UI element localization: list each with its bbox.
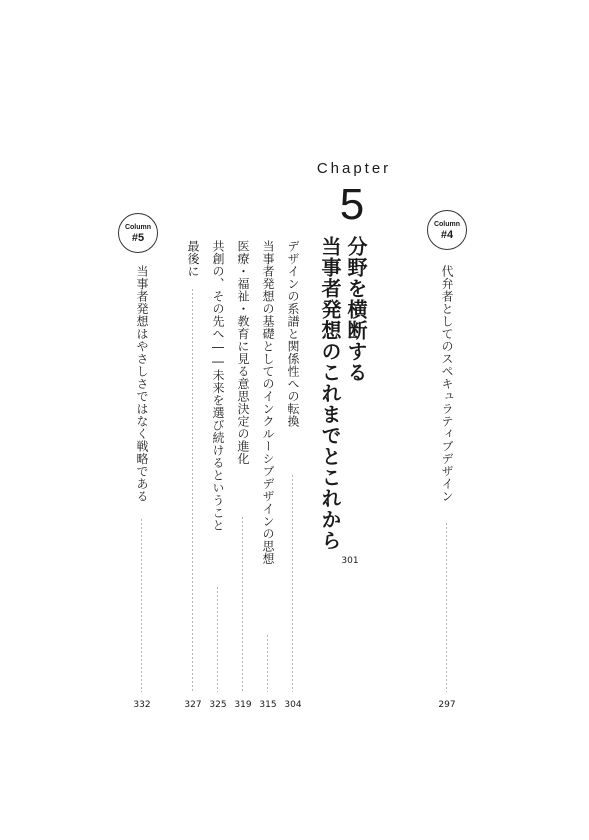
column-4-badge bbox=[427, 210, 467, 250]
column-badge-number: #4 bbox=[440, 229, 454, 241]
toc-entry-3[interactable]: 医療・福祉・教育に見る意思決定の進化 bbox=[236, 240, 250, 465]
column-5-badge bbox=[118, 213, 158, 253]
column-4-title[interactable]: 代弁者としてのスペキュラティブデザイン bbox=[440, 265, 454, 503]
column-badge-label: Column bbox=[433, 221, 461, 228]
toc-entry-5-leader-dots bbox=[192, 288, 193, 692]
toc-entry-5[interactable]: 最後に bbox=[186, 240, 200, 278]
toc-entry-4-page: 325 bbox=[209, 700, 227, 710]
column-5-leader-dots bbox=[141, 518, 142, 692]
column-5-page-number: 332 bbox=[133, 700, 151, 710]
toc-entry-1[interactable]: デザインの系譜と関係性への転換 bbox=[286, 240, 300, 428]
column-4-leader-dots bbox=[446, 522, 447, 692]
toc-entry-4[interactable]: 共創の、その先へ――未来を選び続けるということ bbox=[211, 240, 225, 532]
toc-entry-5-page: 327 bbox=[184, 700, 202, 710]
chapter-label: Chapter bbox=[316, 160, 392, 177]
toc-entry-3-leader-dots bbox=[242, 516, 243, 692]
toc-entry-1-page: 304 bbox=[284, 700, 302, 710]
column-badge-label: Column bbox=[124, 224, 152, 231]
column-badge-number: #5 bbox=[131, 232, 145, 244]
column-4-page-number: 297 bbox=[438, 700, 456, 710]
chapter-page-number: 301 bbox=[341, 556, 359, 566]
chapter-number: 5 bbox=[339, 180, 365, 229]
toc-entry-2-leader-dots bbox=[267, 634, 268, 692]
toc-entry-1-leader-dots bbox=[292, 474, 293, 692]
toc-entry-4-leader-dots bbox=[217, 586, 218, 692]
toc-entry-3-page: 319 bbox=[234, 700, 252, 710]
column-5-title[interactable]: 当事者発想はやさしさではなく戦略である bbox=[135, 265, 149, 503]
toc-entry-2-page: 315 bbox=[259, 700, 277, 710]
toc-entry-2[interactable]: 当事者発想の基礎としてのインクルーシブデザインの思想 bbox=[261, 240, 275, 565]
chapter-title-line1: 分野を横断する bbox=[344, 236, 368, 383]
chapter-title-line2: 当事者発想のこれまでとこれから bbox=[318, 236, 342, 551]
